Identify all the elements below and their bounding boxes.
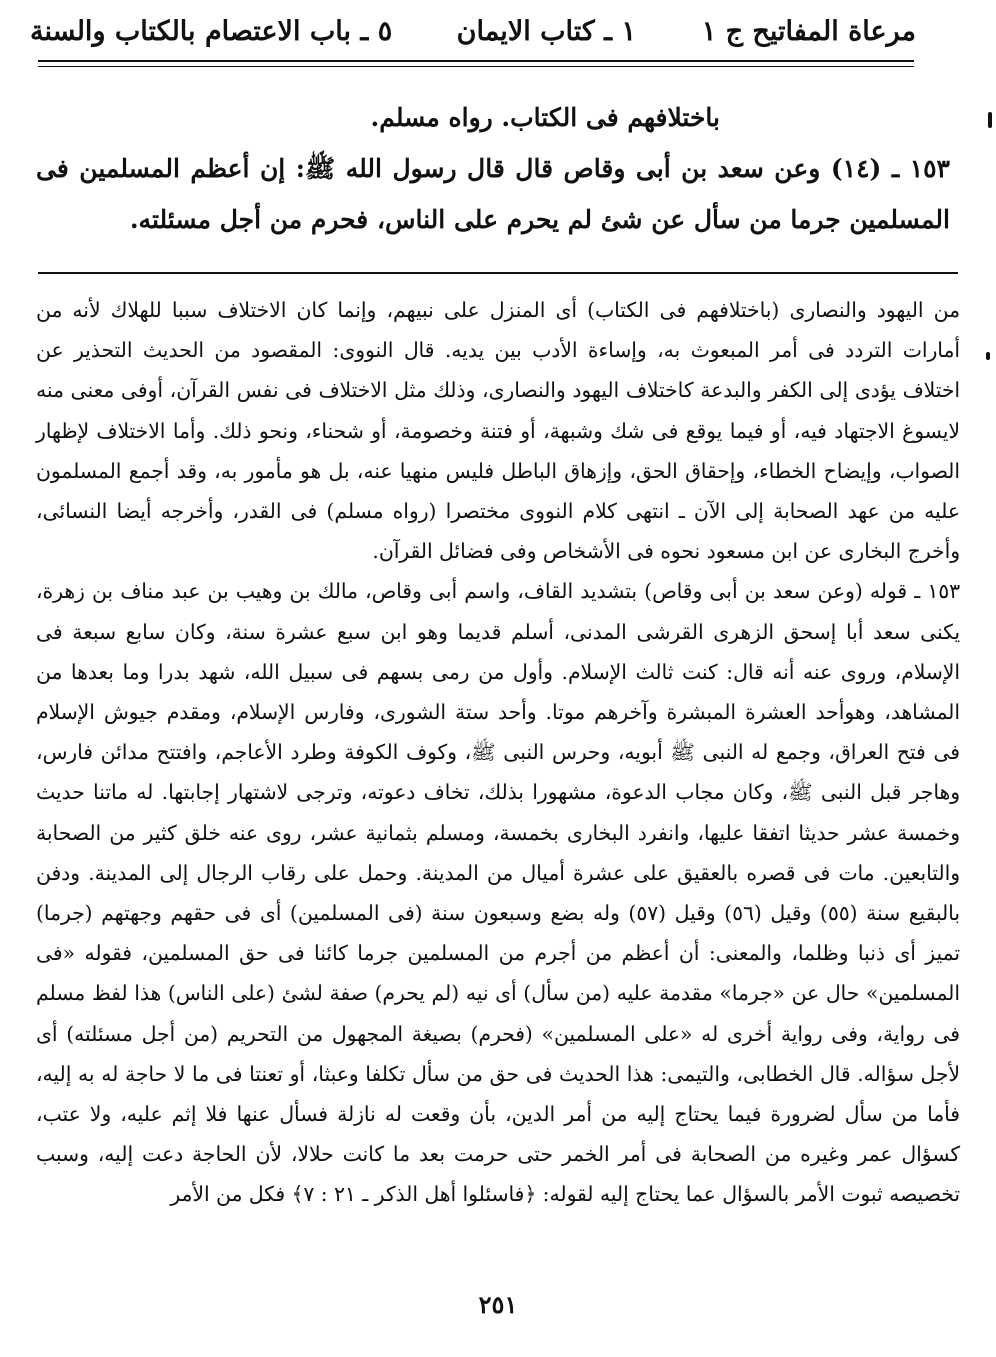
book-title: مرعاة المفاتيح ج ١ [701, 16, 916, 47]
scan-artifact-mark [986, 352, 990, 360]
commentary-block [36, 290, 960, 1215]
hadith-block [36, 92, 950, 245]
section-divider [38, 272, 958, 274]
kitab-title: ١ ـ كتاب الايمان [456, 16, 636, 47]
bab-title: ٥ ـ باب الاعتصام بالكتاب والسنة [30, 16, 393, 47]
hadith-text: ١٥٣ ـ (١٤) وعن سعد بن أبى وقاص قال قال رسول الله ﷺ: إن أعظم المسلمين فى المسلمين جرما من سأل عن شئ لم يحرم على الناس، فحرم من أجل مسئلته. [36, 154, 950, 234]
commentary-paragraph-1: من اليهود والنصارى (باختلافهم فى الكتاب) أى المنزل على نبيهم، وإنما كان الاختلاف سببا للهلاك لأنه من أمارات التردد فى أمر المبعوث به، وإساءة الأدب بين يديه. قال النووى: المقصود من الحديث التحذير عن اختلاف يؤدى إلى الكفر والبدعة كاختلاف اليهود والنصارى، وذلك مثل الاختلاف فى نفس القرآن، أوفى معنى منه لايسوغ الاجتهاد فيه، أو فيما يوقع فى شك وشبهة، أو فتنة وخصومة، أو شحناء، ونحو ذلك. وأما الاختلاف لإظهار الصواب، وإيضاح الخطاء، وإحقاق الحق، وإزهاق الباطل فليس منهيا عنه، بل هو مأمور به، وقد أجمع المسلمون عليه من عهد الصحابة إلى الآن ـ انتهى كلام النووى مختصرا (رواه مسلم) فى القدر، وأخرجه أيضا النسائى، وأخرج البخارى عن ابن مسعود نحوه فى الأشخاص وفى فضائل القرآن. [36, 298, 960, 564]
header-rule [38, 60, 914, 67]
page-number: ٢٥١ [478, 1290, 518, 1319]
hadith-intro-line: باختلافهم فى الكتاب. رواه مسلم. [370, 103, 720, 132]
commentary-paragraph-2: ١٥٣ ـ قوله (وعن سعد بن أبى وقاص) بتشديد القاف، واسم أبى وقاص، مالك بن وهيب بن عبد مناف بن زهرة، يكنى سعد أبا إسحق الزهرى القرشى المدنى، أسلم قديما وهو ابن سبع عشرة سنة، وكان سابع سبعة فى الإسلام، وروى عنه أنه قال: كنت ثالث الإسلام. وأول من رمى بسهم فى سبيل الله، شهد بدرا وما بعدها من المشاهد، وهوأحد العشرة المبشرة وآخرهم موتا. وأحد ستة الشورى، وفارس الإسلام، ومقدم جيوش الإسلام فى فتح العراق، وجمع له النبى ﷺ أبويه، وحرس النبى ﷺ، وكوف الكوفة وطرد الأعاجم، وافتتح مدائن فارس، وهاجر قبل النبى ﷺ، وكان مجاب الدعوة، مشهورا بذلك، تخاف دعوته، وترجى لاشتهار إجابتها. له ماتنا حديث وخمسة عشر حديثا اتفقا عليها، وانفرد البخارى بخمسة، ومسلم بثمانية عشر، روى عنه خلق كثير من الصحابة والتابعين. مات فى قصره بالعقيق على عشرة أميال من المدينة. وحمل على رقاب الرجال إلى المدينة. ودفن بالبقيع سنة (٥٥) وقيل (٥٦) وقيل (٥٧) وله بضع وسبعون سنة (فى المسلمين) أى فى حقهم وجهتهم (جرما) تميز أى ذنبا وظلما، والمعنى: أن أعظم من أجرم من المسلمين جرما كائنا فى حق المسلمين، فقوله «فى المسلمين» حال عن «جرما» مقدمة عليه (من سأل) أى نيه (لم يحرم) صفة لشئ (على الناس) هذا لفظ مسلم فى رواية، وفى رواية أخرى له «على المسلمين» (فحرم) بصيغة المجهول من التحريم (من أجل مسئلته) أى لأجل سؤاله. قال الخطابى، والتيمى: هذا الحديث فى حق من سأل تكلفا وعبثا، أو تعنتا فى ما لا حاجة له به إليه، فأما من سأل لضرورة فيما يحتاج إليه من أمر الدين، بأن وقعت له نازلة فسأل عنها فلا إثم عليه، ولا عتب، كسؤال عمر وغيره من الصحابة فى أمر الخمر حتى حرمت بعد ما كانت حلالا، لأن الحاجة دعت إليه، وسبب تخصيصه ثبوت الأمر بالسؤال عما يحتاج إليه لقوله: ﴿فاسئلوا أهل الذكر ـ ٢١ : ٧﴾ فكل من الأمر [36, 579, 961, 1207]
running-header [30, 12, 916, 52]
scan-artifact-mark [988, 112, 992, 128]
